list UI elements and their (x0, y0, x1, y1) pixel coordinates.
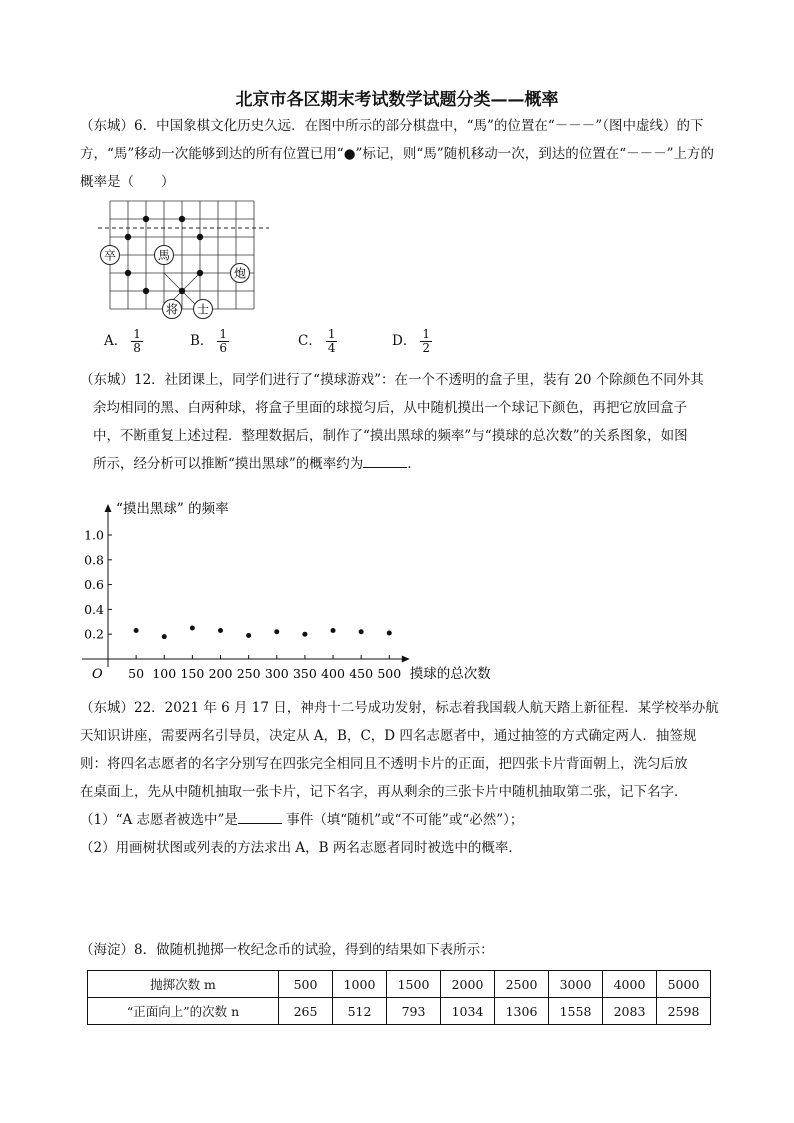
q3-line-1: （东城）22．2021 年 6 月 17 日，神舟十二号成功发射，标志着我国载人航天踏上新征程．某学校举办航 (80, 700, 719, 716)
y-tick-label: 0.2 (84, 626, 104, 642)
piece-ma (155, 246, 174, 265)
x-tick-label: 450 (349, 666, 374, 681)
y-tick-label: 1.0 (84, 527, 104, 543)
piece-zu-label: 卒 (103, 248, 117, 263)
piece-ma-label: 馬 (157, 248, 171, 263)
y-tick-label: 0.6 (84, 577, 104, 593)
x-tick-label: 200 (208, 666, 233, 681)
q2-line-4: 所示，经分析可以推断“摸出黑球”的概率约为 ． (80, 450, 704, 478)
table-cell: 1306 (495, 998, 549, 1025)
q3-part-2: （2）用画树状图或列表的方法求出 A，B 两名志愿者同时被选中的概率． (80, 840, 522, 856)
frequency-chart (78, 492, 538, 692)
q3-line-3: 则：将四名志愿者的名字分别写在四张完全相同且不透明卡片的正面，把四张卡片背面朝上，洗匀后放 (80, 756, 688, 772)
piece-jiang-label: 将 (165, 302, 179, 317)
data-point (274, 629, 279, 634)
x-axis-arrow (402, 656, 410, 663)
data-point (387, 630, 392, 635)
q1-line-1: （东城）6．中国象棋文化历史久远．在图中所示的部分棋盘中，“馬”的位置在“－－－”（图中虚线）的下 (80, 118, 704, 134)
data-point (359, 629, 364, 634)
piece-pao (231, 264, 250, 283)
option-d[interactable]: D． $\frac{1}{2}$ (392, 327, 430, 355)
piece-jiang (163, 300, 182, 319)
data-point (162, 634, 167, 639)
data-point (246, 633, 251, 638)
q3-part-1: （1）“A 志愿者被选中”是 事件（填“随机”或“不可能”或“必然”）； (80, 806, 719, 834)
data-point (302, 632, 307, 637)
question-3-text (80, 694, 719, 862)
option-a[interactable]: A． $\frac{1}{8}$ (104, 327, 141, 355)
question-2-text (80, 366, 704, 478)
table-cell: 4000 (603, 971, 657, 998)
table-row (88, 971, 711, 998)
coin-toss-table (87, 970, 711, 1025)
table-cell: 2000 (441, 971, 495, 998)
x-tick-label: 150 (180, 666, 205, 681)
table-cell: 1500 (387, 971, 441, 998)
y-tick-label: 0.4 (84, 601, 104, 617)
chess-board-figure (95, 192, 270, 322)
table-cell: 2083 (603, 998, 657, 1025)
q3-line-4: 在桌面上，先从中随机抽取一张卡片，记下名字，再从剩余的三张卡片中随机抽取第二张，记下名字． (80, 784, 688, 800)
origin-label: O (92, 667, 103, 682)
piece-zu (101, 246, 120, 265)
table-cell: 1558 (549, 998, 603, 1025)
table-cell: 1034 (441, 998, 495, 1025)
y-tick-label: 0.8 (84, 552, 104, 568)
q2-line-3: 中，不断重复上述过程．整理数据后，制作了“摸出黑球的频率”与“摸球的总次数”的关系图象，如图 (93, 428, 688, 444)
piece-pao-label: 炮 (233, 266, 247, 281)
option-c[interactable]: C． $\frac{1}{4}$ (298, 327, 336, 355)
y-axis-label: “摸出黑球” 的频率 (116, 501, 229, 517)
q2-line-2: 余均相同的黑、白两种球，将盒子里面的球搅匀后，从中随机摸出一个球记下颜色，再把它放回盒子 (93, 400, 687, 416)
table-cell: 5000 (657, 971, 711, 998)
table-cell: 3000 (549, 971, 603, 998)
row-header-tosses: 抛掷次数 m (88, 971, 279, 998)
x-tick-label: 50 (128, 666, 145, 681)
q1-line-2: 方，“馬”移动一次能够到达的所有位置已用“●”标记，则“馬”随机移动一次，到达的位置在“－－－”上方的 (80, 146, 714, 162)
table-cell: 2500 (495, 971, 549, 998)
piece-shi (194, 300, 213, 319)
x-tick-label: 500 (377, 666, 402, 681)
data-point (134, 628, 139, 633)
table-cell: 2598 (657, 998, 711, 1025)
x-tick-label: 250 (236, 666, 261, 681)
table-cell: 793 (387, 998, 441, 1025)
data-point (218, 628, 223, 633)
piece-shi-label: 士 (196, 302, 210, 317)
x-tick-label: 300 (264, 666, 289, 681)
table-cell: 512 (333, 998, 387, 1025)
option-b[interactable]: B． $\frac{1}{6}$ (190, 327, 228, 355)
chess-pieces (101, 246, 250, 319)
q4-line-1: （海淀）8．做随机抛掷一枚纪念币的试验，得到的结果如下表所示： (80, 942, 494, 958)
answer-blank-q2[interactable] (363, 453, 407, 468)
table-cell: 265 (279, 998, 333, 1025)
data-point (331, 628, 336, 633)
question-1-text (80, 112, 714, 196)
x-axis-label: 摸球的总次数 (409, 666, 491, 682)
q1-line-3: 概率是（ ） (80, 174, 175, 190)
q3-line-2: 天知识讲座，需要两名引导员，决定从 A，B，C，D 四名志愿者中，通过抽签的方式确定两人．抽签规 (80, 728, 697, 744)
table-cell: 500 (279, 971, 333, 998)
table-row (88, 998, 711, 1025)
q2-line-1: （东城）12．社团课上，同学们进行了“摸球游戏”：在一个不透明的盒子里，装有 20 个除颜色不同外其 (80, 372, 704, 388)
table-cell: 1000 (333, 971, 387, 998)
x-tick-label: 100 (152, 666, 177, 681)
page-title: 北京市各区期末考试数学试题分类——概率 (235, 90, 559, 110)
x-tick-label: 350 (292, 666, 317, 681)
question-4-text (80, 936, 494, 964)
data-point (190, 626, 195, 631)
x-tick-label: 400 (321, 666, 345, 681)
answer-blank-q3[interactable] (238, 809, 282, 824)
row-header-heads: “正面向上”的次数 n (88, 998, 279, 1025)
y-axis-arrow (105, 504, 112, 512)
